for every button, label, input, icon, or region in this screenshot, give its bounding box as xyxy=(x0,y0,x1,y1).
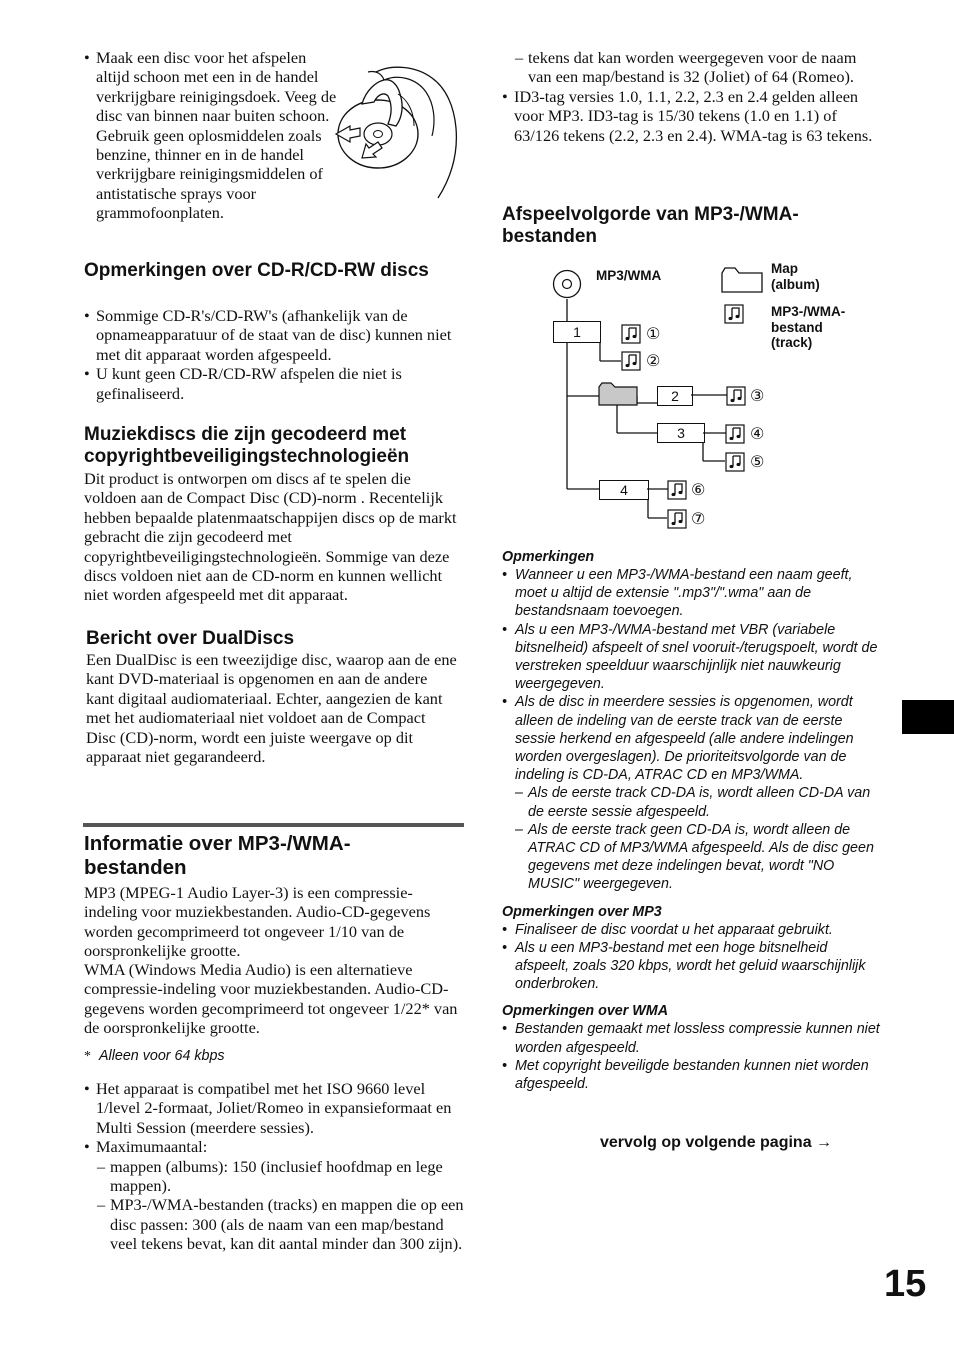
folder-legend-icon xyxy=(721,267,763,293)
list-item: • Het apparaat is compatibel met het ISO 9660 level 1/level 2-formaat, Joliet/Romeo in expansieformaat en Multi Session (meerdere sessies). xyxy=(84,1079,464,1137)
track-1-icon xyxy=(621,324,641,344)
wma-notes-heading: Opmerkingen over WMA xyxy=(502,1003,669,1020)
track-4-number: ④ xyxy=(750,426,765,443)
disc-cleaning-illustration xyxy=(332,64,464,204)
dual-heading: Bericht over DualDiscs xyxy=(86,628,295,649)
connector-2-3 xyxy=(691,394,727,396)
track-2-icon xyxy=(621,351,641,371)
track-3-icon xyxy=(726,386,746,406)
list-item: • Als de disc in meerdere sessies is opgenomen, wordt alleen de indeling van de eerste track van de eerste sessie herkend en afgespeeld (alle andere indelingen worden overgeslagen). De prioriteitsvolgorde van de indeling is CD-DA, ATRAC CD en MP3/WMA. xyxy=(502,693,884,784)
page-number: 15 xyxy=(884,1263,927,1305)
track-6-number: ⑥ xyxy=(691,482,706,499)
cd-root-icon xyxy=(552,269,582,299)
footnote-mark: * xyxy=(84,1049,91,1064)
folder-legend-label: Map (album) xyxy=(771,261,820,292)
track-3-number: ③ xyxy=(750,388,765,405)
section-rule xyxy=(83,823,464,827)
list-item: • Sommige CD-R's/CD-RW's (afhankelijk van de opnameapparatuur of de staat van de disc) kunnen niet met dit apparaat worden afgespeeld. xyxy=(84,306,464,364)
mp3-text-1: MP3 (MPEG-1 Audio Layer-3) is een compressie-indeling voor muziekbestanden. Audio-CD-gegevens worden gecomprimeerd tot ongeveer 1/10 van de oorspronkelijke grootte. xyxy=(84,883,431,961)
arrow-right-icon: → xyxy=(816,1134,833,1151)
list-item: • Als u een MP3-/WMA-bestand met VBR (variabele bitsnelheid) afspeelt of snel vooruit-/terugspoelt, wordt de verstreken speelduur waarschijnlijk niet nauwkeurig weergegeven. xyxy=(502,621,884,694)
mp3-text-2: WMA (Windows Media Audio) is een alternatieve compressie-indeling voor muziekbestanden. Audio-CD-gegevens worden gecomprimeerd tot ongeveer 1/22* van de oorspronkelijke grootte. xyxy=(84,960,458,1038)
track-7-icon xyxy=(667,509,687,529)
folder-4: 4 xyxy=(599,480,649,500)
list-item: • U kunt geen CD-R/CD-RW afspelen die niet is gefinaliseerd. xyxy=(84,364,464,403)
track-6-icon xyxy=(667,480,687,500)
dual-text: Een DualDisc is een tweezijdige disc, waarop aan de ene kant DVD-materiaal is opgenomen en aan de andere kant digitaal audiomateriaal. Echter, aangezien de kant met het audiomateriaal niet voldoet aan de Compact Disc (CD)-norm, wordt een juiste weergave op dit apparaat niet gegarandeerd. xyxy=(86,650,457,767)
list-item: • Wanneer u een MP3-/WMA-bestand een naam geeft, moet u altijd de extensie ".mp3"/".wma" aan de bestandsnaam toevoegen. xyxy=(502,566,884,621)
mp3-heading: Informatie over MP3-/WMA-bestanden xyxy=(84,832,351,879)
root-label: MP3/WMA xyxy=(596,268,662,283)
copy-text: Dit product is ontworpen om discs af te spelen die voldoen aan de Compact Disc (CD)-norm . Recentelijk hebben bepaalde platenmaatschappijen discs op de markt gebracht die zijn gecodeerd met copyrightbeveiligingstechnologieën. Sommige van deze discs voldoen niet aan de CD-norm en kunnen wellicht niet worden afgespeeld met dit apparaat. xyxy=(84,469,457,605)
notes-block xyxy=(502,548,884,1093)
footnote-text: Alleen voor 64 kbps xyxy=(99,1048,225,1064)
list-item: • Finaliseer de disc voordat u het apparaat gebruikt. xyxy=(502,921,884,939)
folder-grey-icon xyxy=(598,382,638,406)
list-item: • Bestanden gemaakt met lossless compressie kunnen niet worden afgespeeld. xyxy=(502,1020,884,1056)
track-2-number: ② xyxy=(646,353,661,370)
list-item: – MP3-/WMA-bestanden (tracks) en mappen die op een disc passen: 300 (als de naam van een map/bestand veel tekens bevat, kan dit aantal minder dan 300 zijn). xyxy=(84,1195,464,1253)
list-item: – Als de eerste track geen CD-DA is, wordt alleen de ATRAC CD of MP3/WMA afgespeeld. Als de disc geen gegevens met deze indelingen bevat, wordt "NO MUSIC" weergegeven. xyxy=(502,821,884,894)
track-5-number: ⑤ xyxy=(750,454,765,471)
order-heading: Afspeelvolgorde van MP3-/WMA-bestanden xyxy=(502,204,799,247)
list-item: – Als de eerste track CD-DA is, wordt alleen CD-DA van de eerste sessie afgespeeld. xyxy=(502,784,884,820)
folder-3: 3 xyxy=(657,423,705,443)
section-tab-marker xyxy=(902,700,954,734)
cdr-heading: Opmerkingen over CD-R/CD-RW discs xyxy=(84,260,429,281)
track-7-number: ⑦ xyxy=(691,511,706,528)
list-item: • Met copyright beveiligde bestanden kunnen niet worden afgespeeld. xyxy=(502,1057,884,1093)
right-top-list xyxy=(502,48,880,145)
list-item: • Maximumaantal: xyxy=(84,1137,464,1156)
list-item: • ID3-tag versies 1.0, 1.1, 2.2, 2.3 en 2.4 gelden alleen voor MP3. ID3-tag is 15/30 tekens (1.0 en 1.1) of 63/126 tekens (2.2, 2.3 en 2.4). WMA-tag is 63 tekens. xyxy=(502,87,880,145)
cdr-bullets xyxy=(84,306,464,403)
continue-text: vervolg op volgende pagina xyxy=(600,1134,812,1151)
cleaning-bullet xyxy=(84,48,341,223)
folder-1: 1 xyxy=(553,321,601,343)
track-1-number: ① xyxy=(646,326,661,343)
iso-list xyxy=(84,1079,464,1254)
continue-note xyxy=(600,1133,832,1153)
track-5-icon xyxy=(725,452,745,472)
footnote xyxy=(84,1047,464,1066)
list-item: – tekens dat kan worden weergegeven voor de naam van een map/bestand is 32 (Joliet) of 64 (Romeo). xyxy=(502,48,880,87)
copy-heading: Muziekdiscs die zijn gecodeerd met copyrightbeveiligingstechnologieën xyxy=(84,424,410,467)
file-legend-label: MP3-/WMA- bestand (track) xyxy=(771,304,846,350)
notes-heading: Opmerkingen xyxy=(502,549,595,565)
playback-order-diagram xyxy=(540,258,880,538)
folder-2: 2 xyxy=(657,386,693,406)
music-note-icon xyxy=(724,304,744,324)
list-item: • Als u een MP3-bestand met een hoge bitsnelheid afspeelt, zoals 320 kbps, wordt het geluid waarschijnlijk onderbroken. xyxy=(502,939,884,994)
mp3-notes-heading: Opmerkingen over MP3 xyxy=(502,903,662,920)
tree-lines xyxy=(540,258,880,538)
track-4-icon xyxy=(725,424,745,444)
list-item: – mappen (albums): 150 (inclusief hoofdmap en lege mappen). xyxy=(84,1157,464,1196)
connector-4-6 xyxy=(647,488,668,490)
connector-3-4 xyxy=(703,432,726,434)
cleaning-text: Maak een disc voor het afspelen altijd schoon met een in de handel verkrijgbare reinigingsdoek. Veeg de disc van binnen naar buiten schoon. Gebruik geen oplosmiddelen zoals benzine, thinner en in de handel verkrijgbare reinigingsmiddelen of antistatische sprays voor grammofoonplaten. xyxy=(96,48,337,223)
